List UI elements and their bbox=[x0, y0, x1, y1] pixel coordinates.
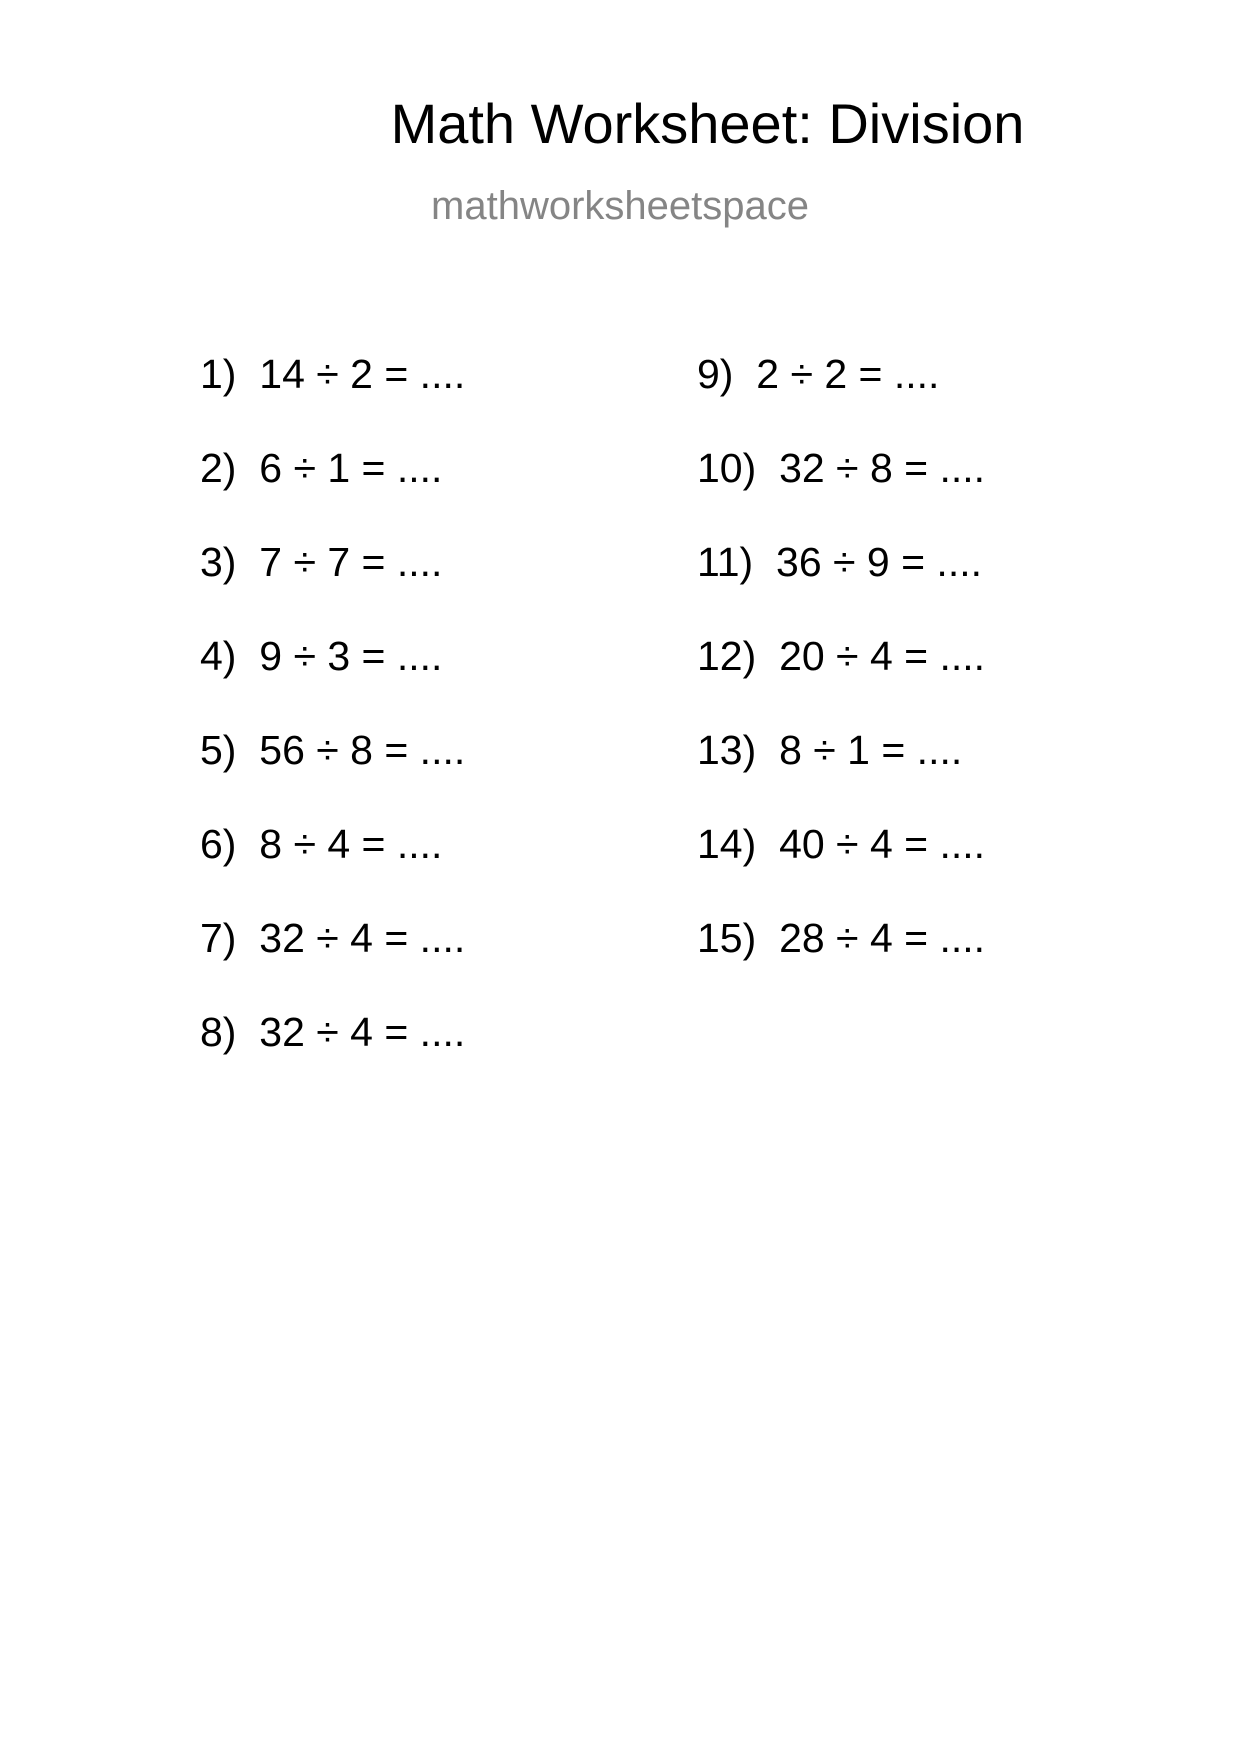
problem-number: 13) bbox=[697, 727, 757, 773]
problem-expression: 2 ÷ 2 = .... bbox=[756, 351, 940, 397]
problem-14 bbox=[697, 821, 986, 867]
problem-6 bbox=[200, 821, 443, 867]
problem-9 bbox=[697, 351, 940, 397]
problem-number: 5) bbox=[200, 727, 237, 773]
problem-number: 6) bbox=[200, 821, 237, 867]
problem-number: 15) bbox=[697, 915, 757, 961]
problem-expression: 6 ÷ 1 = .... bbox=[259, 445, 443, 491]
problem-expression: 28 ÷ 4 = .... bbox=[779, 915, 986, 961]
worksheet-title: Math Worksheet: Division bbox=[390, 92, 1025, 155]
problem-expression: 9 ÷ 3 = .... bbox=[259, 633, 443, 679]
problem-12 bbox=[697, 633, 986, 679]
problem-number: 7) bbox=[200, 915, 237, 961]
problem-expression: 8 ÷ 4 = .... bbox=[259, 821, 443, 867]
problem-number: 14) bbox=[697, 821, 757, 867]
problem-number: 10) bbox=[697, 445, 757, 491]
problem-expression: 36 ÷ 9 = .... bbox=[776, 539, 982, 585]
problem-expression: 7 ÷ 7 = .... bbox=[259, 539, 443, 585]
problem-3 bbox=[200, 539, 443, 585]
problem-number: 12) bbox=[697, 633, 757, 679]
problem-number: 2) bbox=[200, 445, 237, 491]
problem-10 bbox=[697, 445, 986, 491]
problem-expression: 32 ÷ 4 = .... bbox=[259, 915, 466, 961]
problem-expression: 14 ÷ 2 = .... bbox=[259, 351, 466, 397]
problem-1 bbox=[200, 351, 466, 397]
problem-number: 4) bbox=[200, 633, 237, 679]
problem-15 bbox=[697, 915, 986, 961]
problem-8 bbox=[200, 1009, 466, 1055]
problem-expression: 32 ÷ 8 = .... bbox=[779, 445, 986, 491]
problem-5 bbox=[200, 727, 466, 773]
problem-number: 8) bbox=[200, 1009, 237, 1055]
problem-number: 1) bbox=[200, 351, 237, 397]
problem-expression: 56 ÷ 8 = .... bbox=[259, 727, 466, 773]
problem-expression: 8 ÷ 1 = .... bbox=[779, 727, 963, 773]
problem-4 bbox=[200, 633, 443, 679]
problem-7 bbox=[200, 915, 466, 961]
problem-number: 3) bbox=[200, 539, 237, 585]
problem-13 bbox=[697, 727, 963, 773]
problem-2 bbox=[200, 445, 443, 491]
problem-11 bbox=[697, 539, 982, 585]
problem-number: 11) bbox=[697, 539, 754, 585]
problem-expression: 32 ÷ 4 = .... bbox=[259, 1009, 466, 1055]
worksheet-subtitle: mathworksheetspace bbox=[431, 184, 809, 228]
problem-expression: 20 ÷ 4 = .... bbox=[779, 633, 986, 679]
problem-expression: 40 ÷ 4 = .... bbox=[779, 821, 986, 867]
problem-number: 9) bbox=[697, 351, 734, 397]
